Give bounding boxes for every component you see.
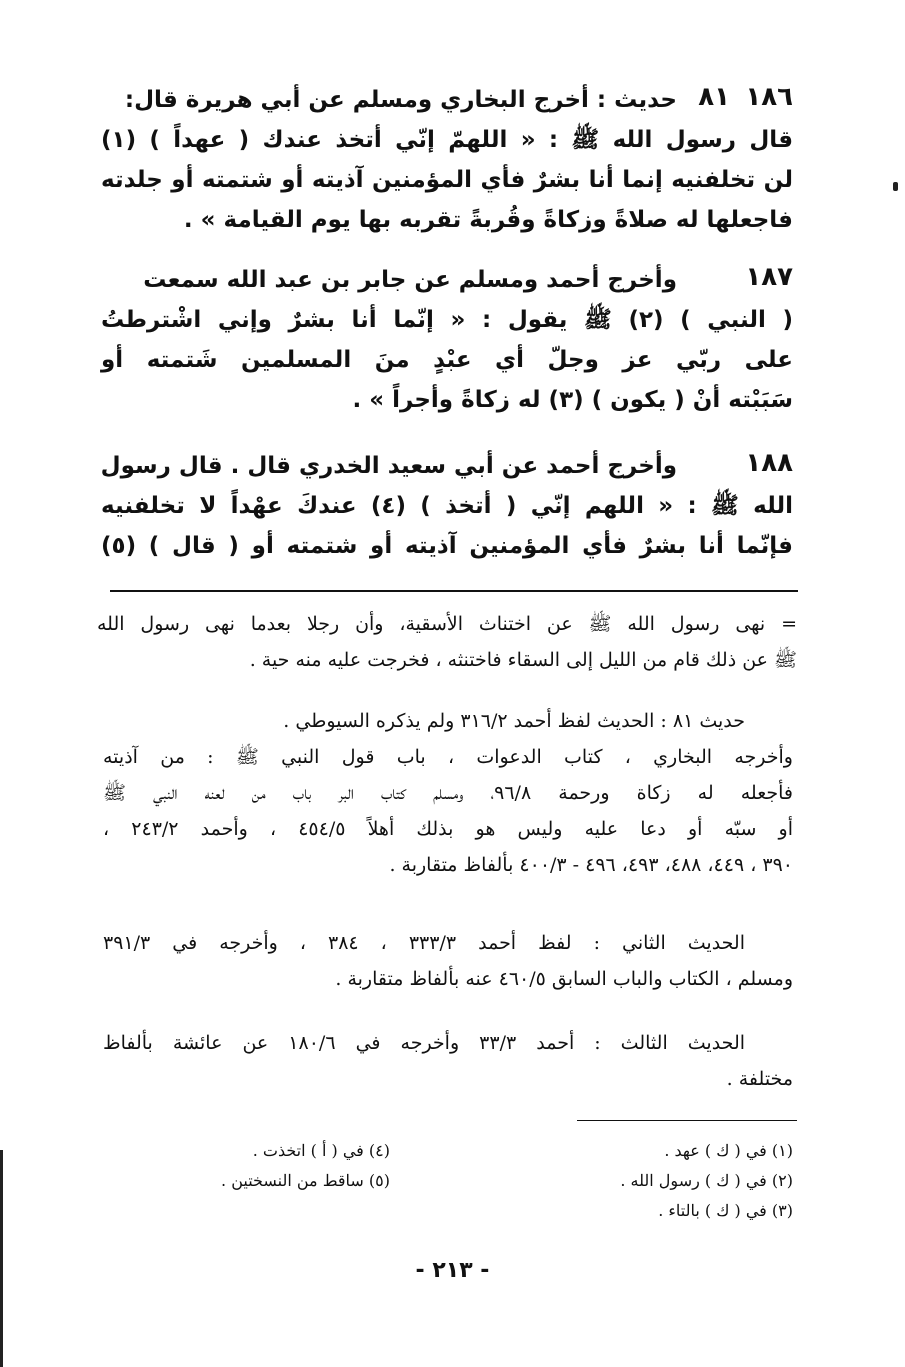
- hadith-line: فإنّما أنا بشرٌ فأي المؤمنين آذيته أو شتمته أو ( قال ) (٥): [101, 533, 793, 559]
- note-paragraph: [103, 925, 793, 997]
- note-line: فأجعله له زكاة ورحمة ٩٦/٨، ومسلم كتاب البر باب من لعنه النبي ﷺ: [103, 782, 793, 804]
- footnote: (١) في ( ك ) عهد .: [664, 1141, 793, 1160]
- hadith-line: على ربّي عز وجلّ أي عبْدٍ منَ المسلمين شَتمته أو: [101, 347, 793, 373]
- footnotes-right: [620, 1136, 793, 1226]
- hadith-line: حديث : أخرج البخاري ومسلم عن أبي هريرة قال:: [124, 87, 677, 113]
- scan-edge-shadow: [0, 1150, 3, 1367]
- note-line: حديث ٨١ : الحديث لفظ أحمد ٣١٦/٢ ولم يذكره السيوطي .: [283, 710, 745, 732]
- note-line: ٣٩٠ ، ٤٤٩، ٤٨٨، ٤٩٣، ٤٩٦ - ٤٠٠/٣ بألفاظ متقاربة .: [389, 854, 793, 876]
- note-line: ومسلم ، الكتاب والباب السابق ٤٦٠/٥ عنه بألفاظ متقاربة .: [335, 968, 793, 990]
- hadith-entry-body: [101, 300, 793, 420]
- hadith-number: ١٨٧: [745, 262, 793, 292]
- note-line: الحديث الثالث : أحمد ٣٣/٣ وأخرجه في ١٨٠/٦ عن عائشة بألفاظ: [103, 1032, 746, 1054]
- footnote: (٢) في ( ك ) رسول الله .: [620, 1171, 793, 1190]
- hadith-number: ١٨٦: [745, 82, 793, 112]
- note-line: = نهى رسول الله ﷺ عن اختناث الأسقية، وأن رجلا بعدما نهى رسول الله: [97, 613, 797, 635]
- footnote: (٣) في ( ك ) بالتاء .: [658, 1201, 793, 1220]
- note-line: الحديث الثاني : لفظ أحمد ٣٣٣/٣ ، ٣٨٤ ، وأخرجه في ٣٩١/٣: [103, 932, 746, 954]
- hadith-line: الله ﷺ : « اللهم إنّي ( أتخذ ) (٤) عندكَ عهْداً لا تخلفنيه: [101, 493, 793, 519]
- note-paragraph: [103, 1025, 793, 1097]
- hadith-line: سَبَبْته أنْ ( يكون ) (٣) له زكاةً وأجراً » .: [352, 387, 793, 413]
- note-line: وأخرجه البخاري ، كتاب الدعوات ، باب قول النبي ﷺ : من آذيته: [103, 746, 793, 768]
- hadith-line: وأخرج أحمد عن أبي سعيد الخدري قال . قال رسول: [100, 453, 677, 479]
- note-paragraph: [103, 703, 793, 883]
- section-divider: [110, 590, 798, 592]
- note-line: ﷺ عن ذلك قام من الليل إلى السقاء فاختنثه ، فخرجت عليه منه حية .: [249, 649, 797, 671]
- hadith-entry: [124, 80, 677, 120]
- hadith-entry-body: [101, 120, 793, 240]
- hadith-entry: [100, 446, 677, 486]
- page-number: - ٢١٣ -: [415, 1258, 490, 1283]
- hadith-line: قال رسول الله ﷺ : « اللهمّ إنّي أتخذ عندك ( عهداً ) (١): [101, 127, 793, 153]
- hadith-entry: [143, 260, 677, 300]
- footnote-divider: [577, 1120, 797, 1121]
- hadith-line: وأخرج أحمد ومسلم عن جابر بن عبد الله سمعت: [143, 267, 677, 293]
- scan-speck: [893, 182, 898, 191]
- note-line: أو سبّه أو دعا عليه وليس هو بذلك أهلاً ٤٥٤/٥ ، وأحمد ٢٤٣/٢ ،: [103, 818, 793, 840]
- footnote: (٤) في ( أ ) اتخذت .: [252, 1141, 390, 1160]
- hadith-line: لن تخلفنيه إنما أنا بشرٌ فأي المؤمنين آذيته أو شتمته أو جلدته: [101, 167, 793, 193]
- hadith-number: ١٨٨: [745, 448, 793, 478]
- hadith-sub-number: ٨١: [698, 82, 730, 112]
- note-paragraph: [97, 606, 797, 678]
- note-line: مختلفة .: [726, 1068, 793, 1090]
- hadith-line: فاجعلها له صلاةً وزكاةً وقُربةً تقربه بها يوم القيامة » .: [183, 207, 793, 233]
- footnote: (٥) ساقط من النسختين .: [221, 1171, 390, 1190]
- hadith-entry-body: [101, 486, 793, 566]
- hadith-line: ( النبي ) (٢) ﷺ يقول : « إنّما أنا بشرٌ وإني اشْترطتُ: [101, 307, 794, 333]
- footnotes-left: [221, 1136, 390, 1196]
